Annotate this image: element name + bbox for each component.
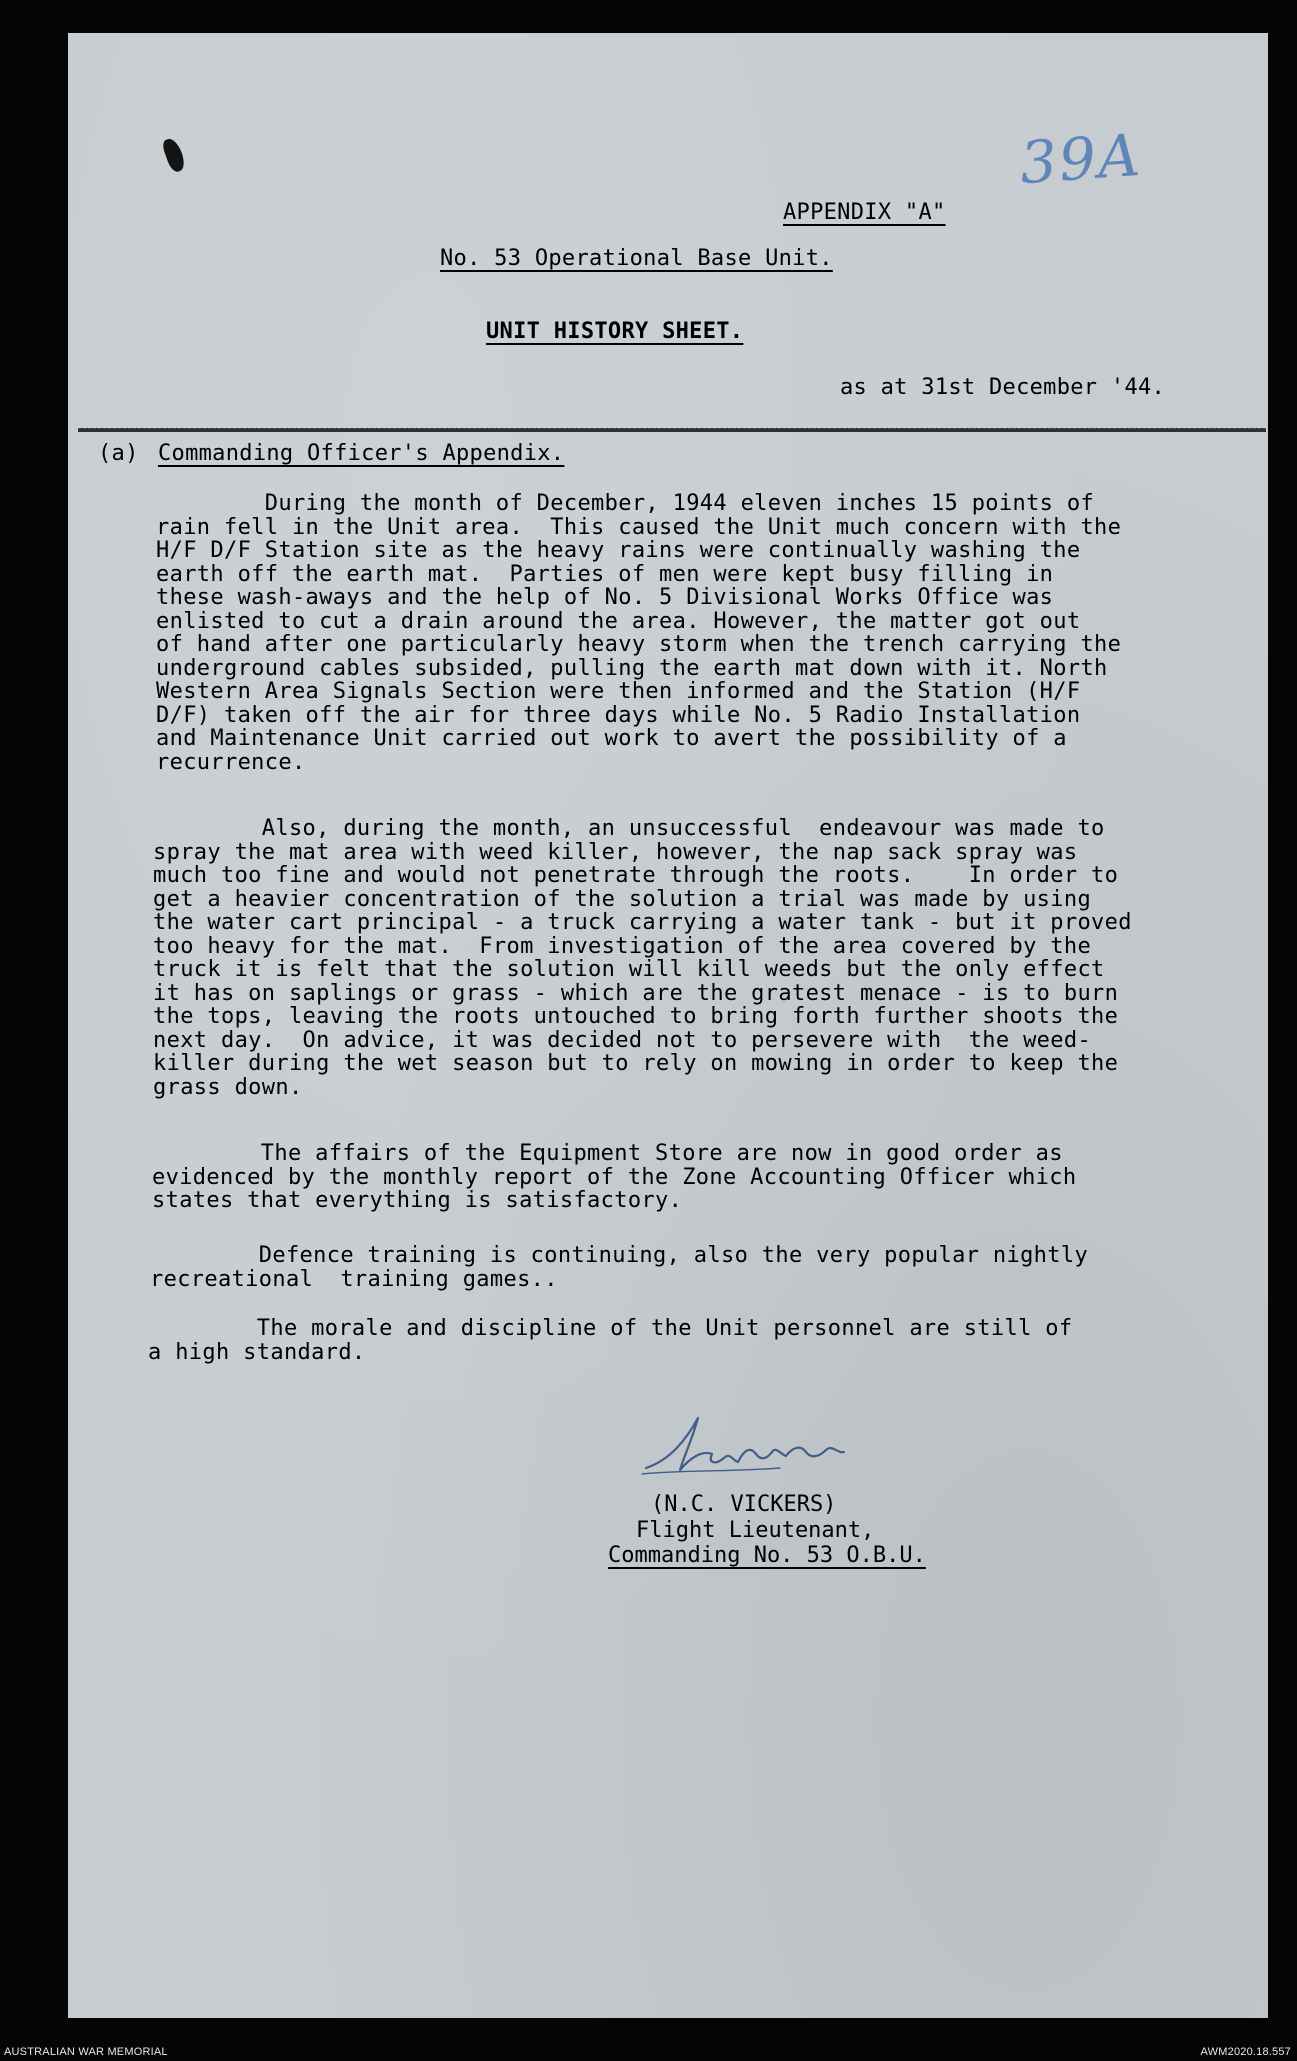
paragraph-equipment-store: The affairs of the Equipment Store are now in good order as evidenced by the monthly report of the Zone Accounting Officer which states that everything is satisfactory. [152,1141,1077,1213]
paragraph-rainfall: During the month of December, 1944 eleven inches 15 points of rain fell in the Unit area. This caused the Unit much concern with the H/F D/F Station site as the heavy rains were continually washing the earth off the earth mat. Parties of men were kept busy filling in these wash-aways and the help of No. 5 Divisional Works Office was enlisted to cut a drain around the area. However, the matter got out of hand after one particularly heavy storm when the trench carrying the underground cables subsided, pulling the earth mat down with it. North Western Area Signals Section were then informed and the Station (H/F D/F) taken off the air for three days while No. 5 Radio Installation and Maintenance Unit carried out work to avert the possibility of a recurrence. [156,491,1122,775]
signatory-name: (N.C. VICKERS) [651,1492,837,1517]
footer-institution: AUSTRALIAN WAR MEMORIAL [4,2046,168,2058]
signatory-role: Commanding No. 53 O.B.U. [608,1543,926,1568]
horizontal-divider [78,428,1266,432]
section-title: Commanding Officer's Appendix. [158,441,565,466]
appendix-title: APPENDIX "A" [783,200,946,225]
paragraph-morale: The morale and discipline of the Unit personnel are still of a high standard. [148,1316,1073,1365]
footer-accession-number: AWM2020.18.557 [1200,2046,1291,2058]
paragraph-defence-training: Defence training is continuing, also the very popular nightly recreational training games.. [150,1243,1089,1292]
handwritten-folio-number: 39A [1017,120,1144,198]
section-label: (a) [98,441,139,466]
unit-name: No. 53 Operational Base Unit. [440,246,833,271]
sheet-title: UNIT HISTORY SHEET. [486,319,744,344]
signatory-rank: Flight Lieutenant, [636,1518,875,1543]
as-at-date: as at 31st December '44. [840,375,1166,400]
handwritten-signature [640,1410,860,1480]
paragraph-weed-killer: Also, during the month, an unsuccessful endeavour was made to spray the mat area with weed killer, however, the nap sack spray was much too fine and would not penetrate through the roots. In order to get a heavier concentration of the solution a trial was made by using the water cart principal - a truck carrying a water tank - but it proved too heavy for the mat. From investigation of the area covered by the truck it is felt that the solution will kill weeds but the only effect it has on saplings or grass - which are the gratest menace - is to burn the tops, leaving the roots untouched to bring forth further shoots the next day. On advice, it was decided not to persevere with the weed- killer during the wet season but to rely on mowing in order to keep the grass down. [153,816,1132,1100]
